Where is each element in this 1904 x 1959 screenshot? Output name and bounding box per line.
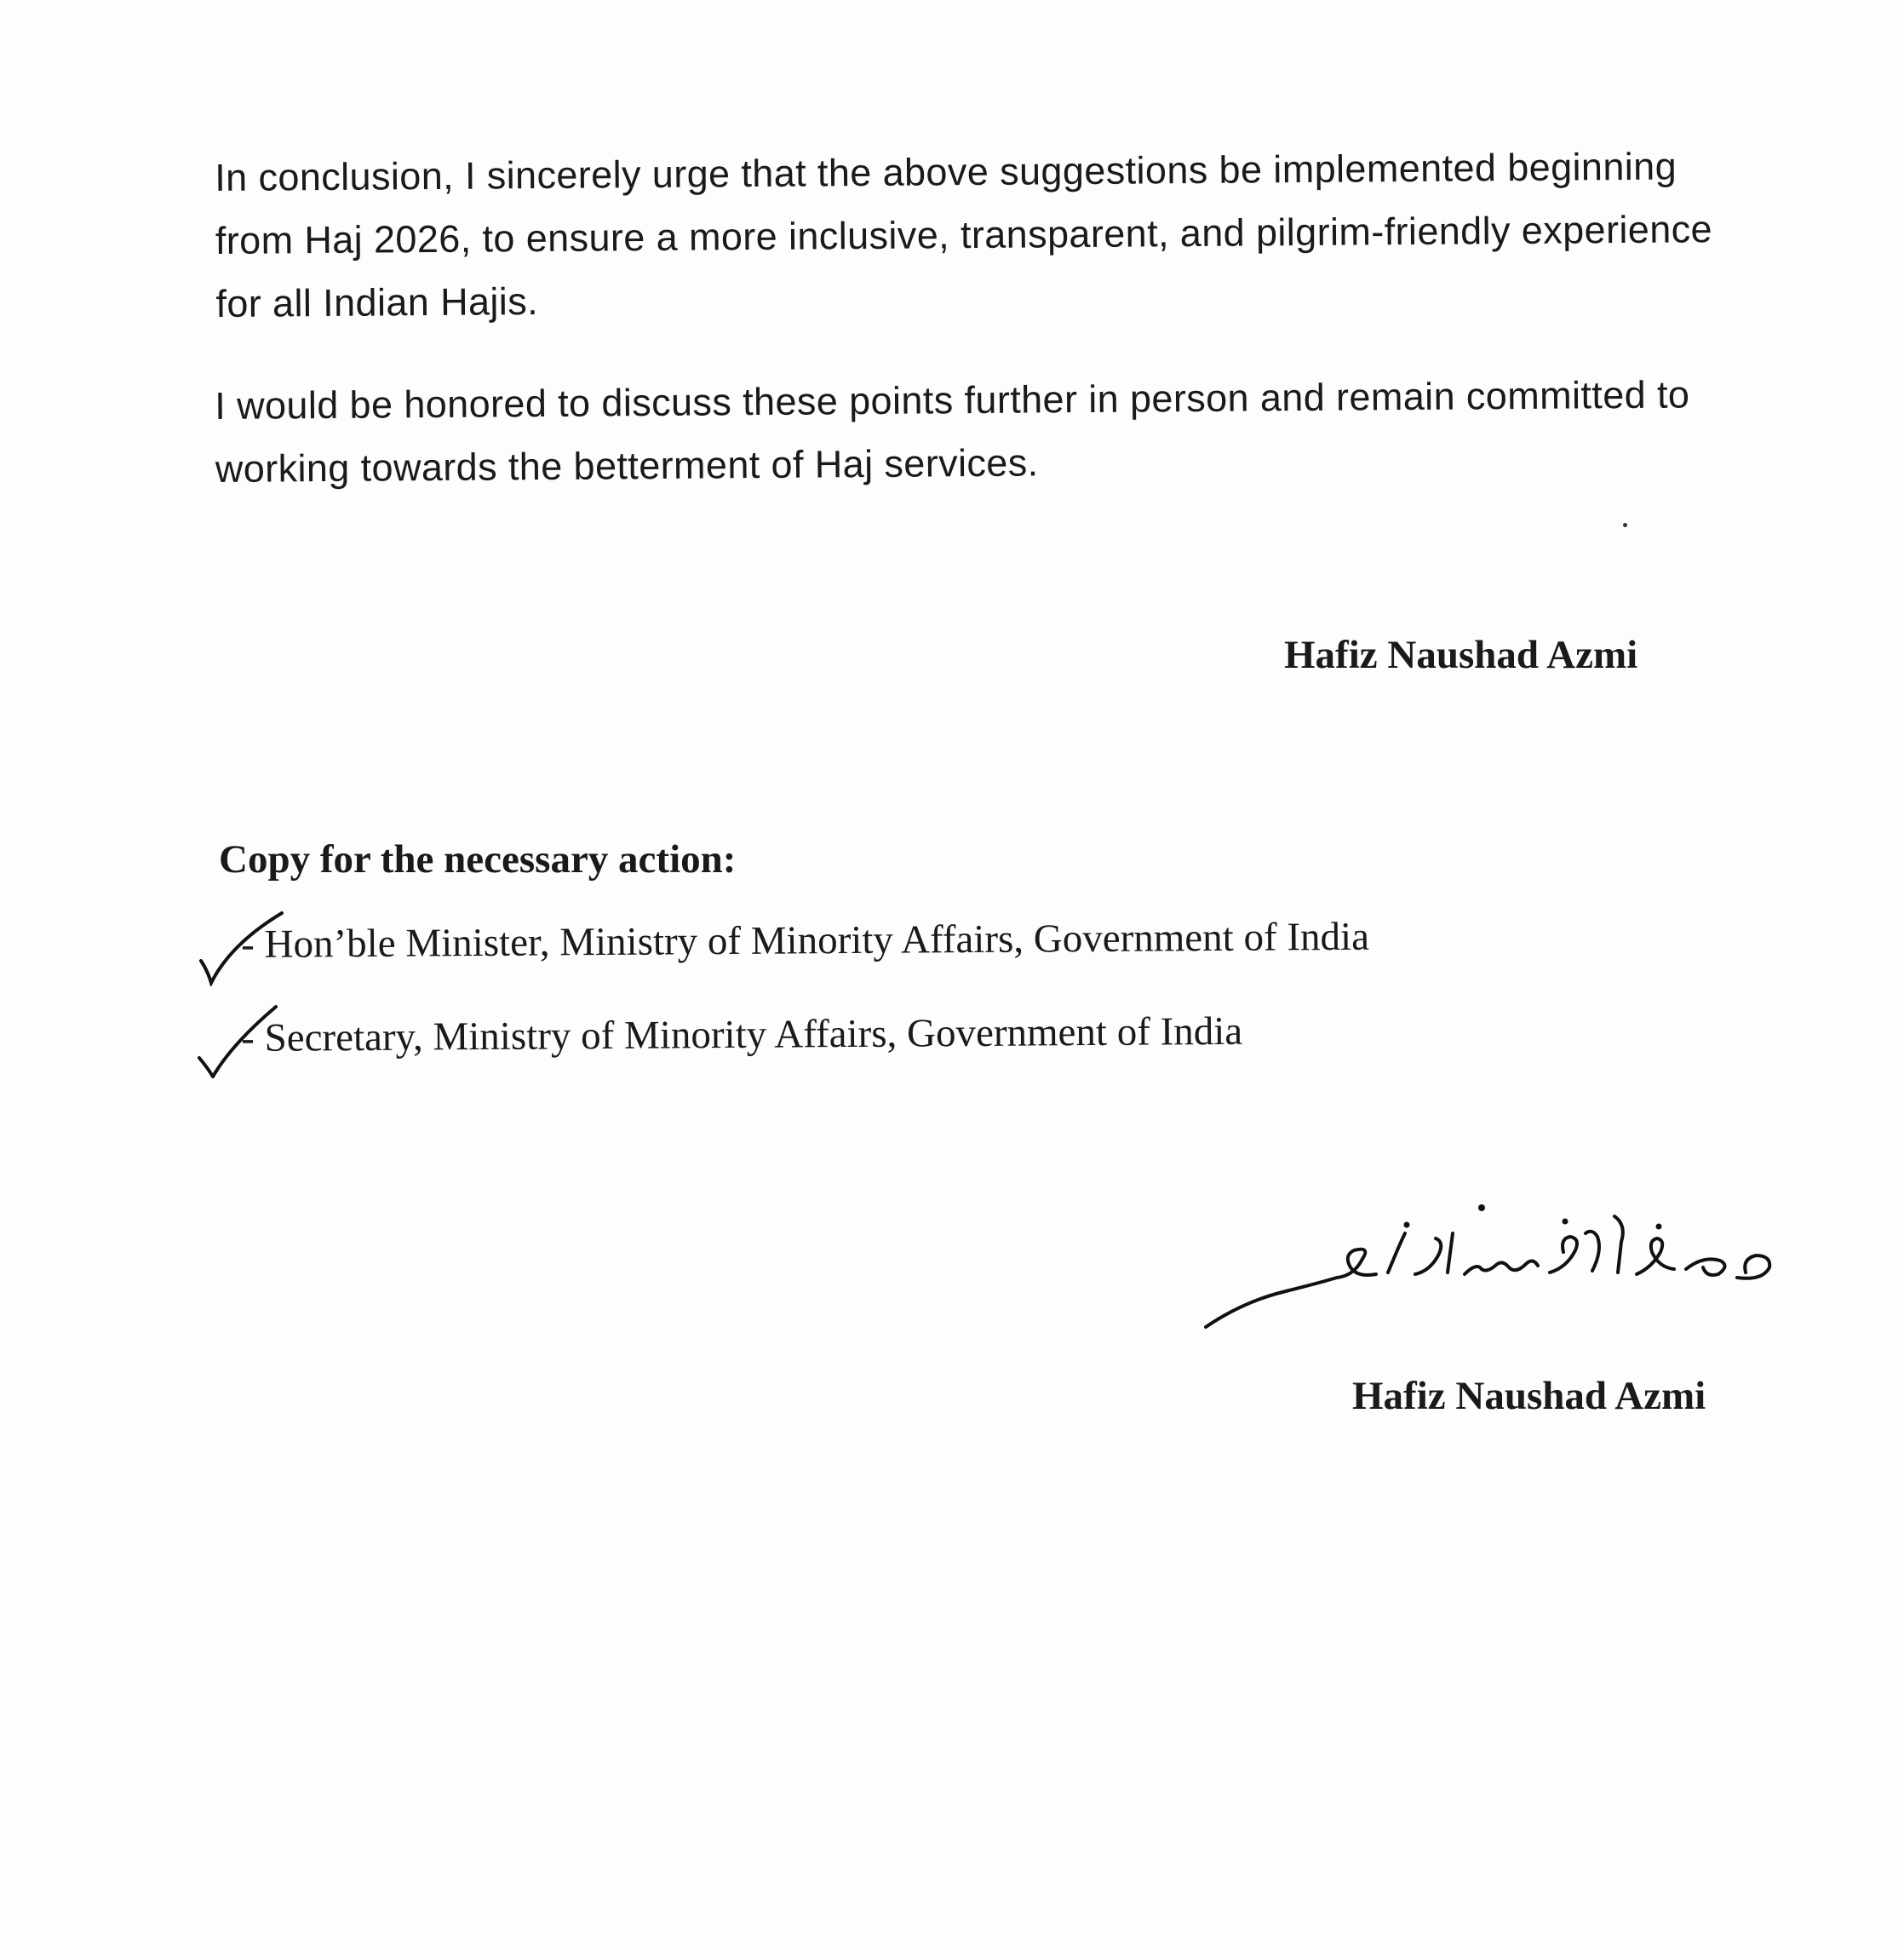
copy-recipient-secretary: - Secretary, Ministry of Minority Affairs, Government of India: [241, 1008, 1243, 1060]
handwritten-signature-icon: [1192, 1199, 1788, 1353]
sender-name-bottom: Hafiz Naushad Azmi: [1352, 1374, 1706, 1418]
scan-speck: [1623, 523, 1627, 527]
sender-name-top: Hafiz Naushad Azmi: [1284, 633, 1638, 677]
copy-recipient-minister: - Hon’ble Minister, Ministry of Minority Affairs, Government of India: [241, 914, 1370, 967]
copy-heading: Copy for the necessary action:: [219, 837, 737, 882]
discussion-paragraph: I would be honored to discuss these points further in person and remain committed to working towards the betterment of Haj services.: [215, 372, 1690, 491]
conclusion-paragraph: In conclusion, I sincerely urge that the above suggestions be implemented beginning from Haj 2026, to ensure a more inclusive, transparent, and pilgrim-friendly experience for all Indian Hajis.: [215, 144, 1713, 325]
